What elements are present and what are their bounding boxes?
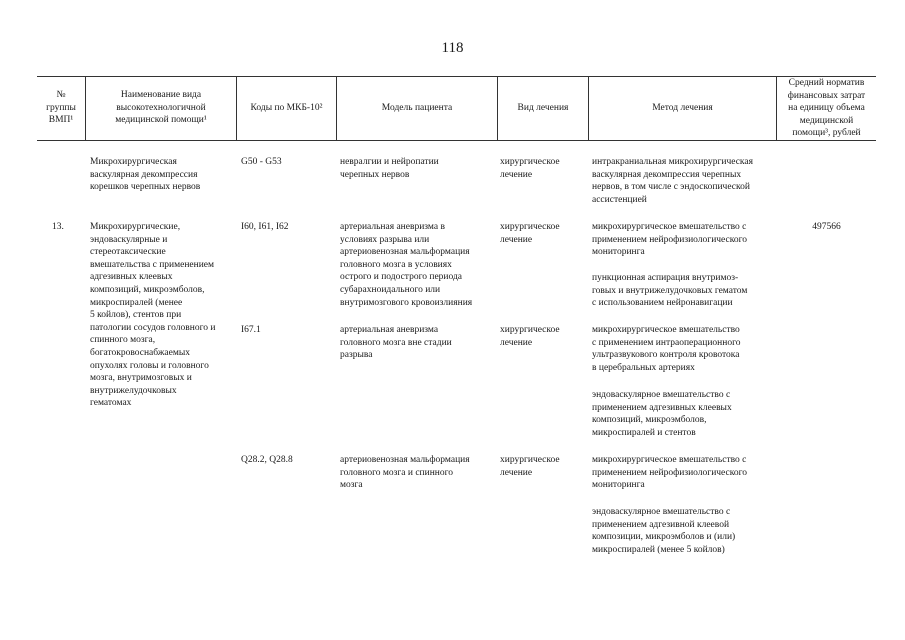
- icd-cell: I60, I61, I62: [241, 222, 289, 232]
- treatment-method-cell: микрохирургическое вмешательство с применением интраоперационного ультразвукового контроля кровотока в церебральных артериях: [592, 325, 741, 373]
- header-treatment-type: Вид лечения: [517, 103, 569, 113]
- treatment-method-cell: микрохирургическое вмешательство с применением нейрофизиологического мониторинга: [592, 222, 748, 258]
- header-care-type: Наименование вида высокотехнологичной медицинской помощи¹: [115, 90, 207, 126]
- treatment-method-cell: интракраниальная микрохирургическая васкулярная декомпрессия черепных нервов, в том числе с эндоскопической ассистенцией: [592, 157, 753, 205]
- treatment-method-cell: эндоваскулярное вмешательство с применением адгезивных клеевых композиций, микроэмболов, микроспиралей и стентов: [592, 390, 732, 438]
- icd-cell: I67.1: [241, 325, 261, 335]
- table-top-rule: [37, 76, 876, 77]
- group-number-cell: 13.: [52, 222, 64, 232]
- header-group-number: № группы ВМП¹: [46, 90, 76, 126]
- treatment-method-cell: пункционная аспирация внутримоз- говых и внутрижелудочковых гематом с использованием нейронавигации: [592, 273, 748, 309]
- treatment-type-cell: хирургическое лечение: [500, 325, 560, 348]
- cost-cell: 497566: [812, 222, 841, 232]
- care-type-cell: Микрохирургическая васкулярная декомпрессия корешков черепных нервов: [90, 157, 201, 193]
- patient-model-cell: невралгии и нейропатии черепных нервов: [340, 157, 439, 180]
- treatment-type-cell: хирургическое лечение: [500, 222, 560, 245]
- patient-model-cell: артериовенозная мальформация головного мозга и спинного мозга: [340, 455, 470, 491]
- treatment-method-cell: эндоваскулярное вмешательство с применением адгезивной клеевой композиции, микроэмболов и (или) микроспиралей (менее 5 койлов): [592, 507, 736, 555]
- patient-model-cell: артериальная аневризма головного мозга вне стадии разрыва: [340, 325, 452, 361]
- header-cost-standard: Средний норматив финансовых затрат на единицу объема медицинской помощи³, рублей: [787, 78, 866, 139]
- treatment-type-cell: хирургическое лечение: [500, 455, 560, 478]
- patient-model-cell: артериальная аневризма в условиях разрыва или артериовенозная мальформация головного мозга в условиях острого и подострого периода субарахноидального или внутримозгового кровоизлияния: [340, 222, 473, 308]
- header-treatment-method: Метод лечения: [652, 103, 713, 113]
- table-header-rule: [37, 140, 876, 141]
- treatment-type-cell: хирургическое лечение: [500, 157, 560, 180]
- page-number: 118: [441, 40, 464, 56]
- icd-cell: G50 - G53: [241, 157, 282, 167]
- icd-cell: Q28.2, Q28.8: [241, 455, 293, 465]
- header-patient-model: Модель пациента: [381, 103, 453, 113]
- header-icd-codes: Коды по МКБ-10²: [250, 103, 323, 113]
- care-type-cell: Микрохирургические, эндоваскулярные и стереотаксические вмешательства с применением адгезивных клеевых композиций, микроэмболов, микроспиралей (менее 5 койлов), стентов при патологии сосудов головного и спинного мозга, богатокровоснабжаемых опухолях головы и головного мозга, внутримозговых и внутрижелудочковых гематомах: [90, 222, 216, 409]
- treatment-method-cell: микрохирургическое вмешательство с применением нейрофизиологического мониторинга: [592, 455, 748, 491]
